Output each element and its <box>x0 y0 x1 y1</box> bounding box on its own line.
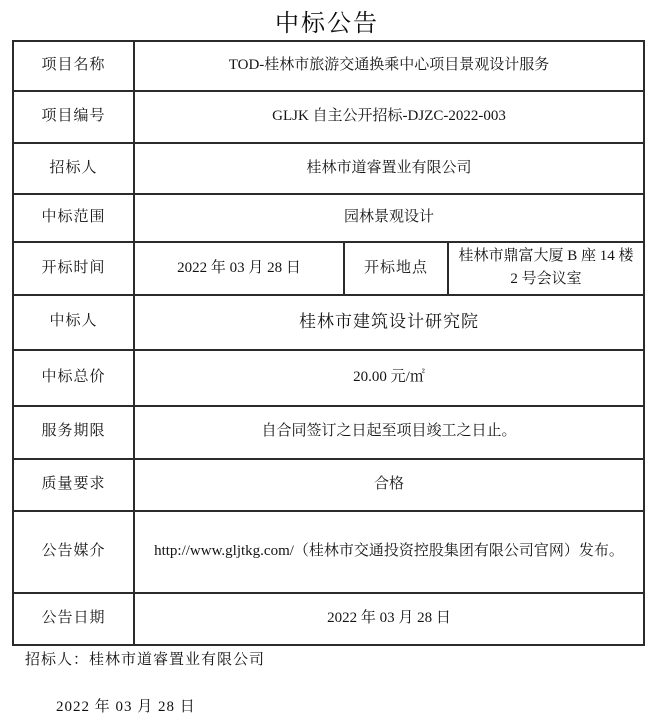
row-value: TOD-桂林市旅游交通换乘中心项目景观设计服务 <box>134 41 644 91</box>
table-row-bid-opening <box>13 242 644 295</box>
table-row-announcement-date <box>13 593 644 645</box>
table-row-bid-scope <box>13 194 644 242</box>
row-label: 公告媒介 <box>13 511 134 593</box>
row-label: 公告日期 <box>13 593 134 645</box>
footer-tenderer-line: 招标人：桂林市道睿置业有限公司 <box>25 652 266 668</box>
table-row-total-price <box>13 350 644 406</box>
table-row-winner <box>13 295 644 350</box>
row-value: 桂林市建筑设计研究院 <box>134 295 644 350</box>
table-row-announcement-media <box>13 511 644 593</box>
table-row-project-number <box>13 91 644 143</box>
table-row-quality-requirement <box>13 459 644 511</box>
row-label: 项目名称 <box>13 41 134 91</box>
row-value-place: 桂林市鼎富大厦 B 座 14 楼 2 号会议室 <box>448 242 644 295</box>
table-row-project-name <box>13 41 644 91</box>
row-value: 桂林市道睿置业有限公司 <box>134 143 644 194</box>
row-value: 2022 年 03 月 28 日 <box>134 593 644 645</box>
row-label-place: 开标地点 <box>344 242 448 295</box>
footer-date-line: 2022 年 03 月 28 日 <box>56 699 196 715</box>
row-value: 园林景观设计 <box>134 194 644 242</box>
table-row-tenderer <box>13 143 644 194</box>
row-label: 项目编号 <box>13 91 134 143</box>
row-value: 20.00 元/㎡ <box>134 350 644 406</box>
row-label: 质量要求 <box>13 459 134 511</box>
table-row-service-period <box>13 406 644 459</box>
row-value: 合格 <box>134 459 644 511</box>
row-label: 服务期限 <box>13 406 134 459</box>
row-value: GLJK 自主公开招标-DJZC-2022-003 <box>134 91 644 143</box>
row-value-time: 2022 年 03 月 28 日 <box>134 242 344 295</box>
row-value-url: http://www.gljtkg.com/（桂林市交通投资控股集团有限公司官网）发布。 <box>134 511 644 593</box>
page-title: 中标公告 <box>275 11 379 37</box>
row-label: 中标人 <box>13 295 134 350</box>
row-label: 招标人 <box>13 143 134 194</box>
row-label: 开标时间 <box>13 242 134 295</box>
announcement-table <box>12 40 645 646</box>
row-label: 中标范围 <box>13 194 134 242</box>
row-value: 自合同签订之日起至项目竣工之日止。 <box>134 406 644 459</box>
row-label: 中标总价 <box>13 350 134 406</box>
